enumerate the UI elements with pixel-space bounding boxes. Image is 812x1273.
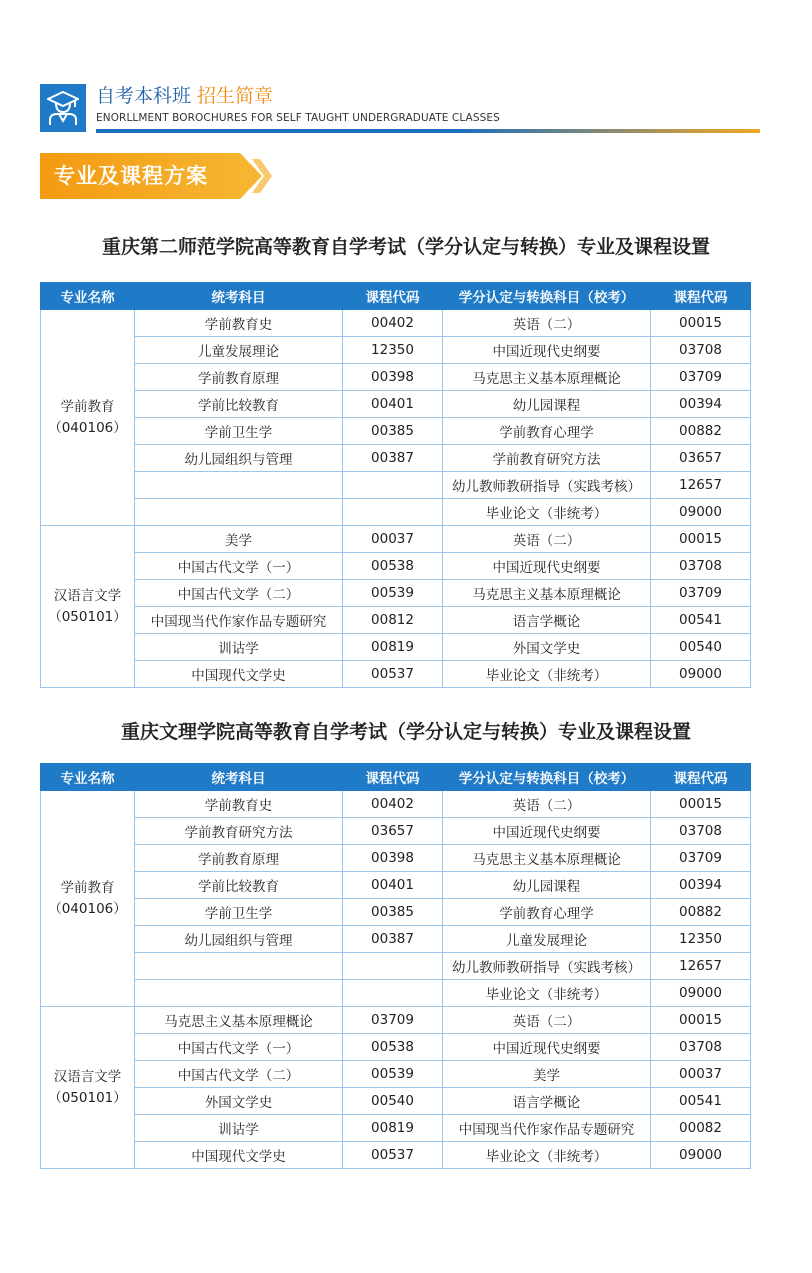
table-row (41, 1088, 751, 1115)
table-row (41, 872, 751, 899)
credit-subject-cell: 毕业论文（非统考） (443, 980, 651, 1007)
credit-subject-cell: 幼儿园课程 (443, 872, 651, 899)
credit-subject-cell: 语言学概论 (443, 607, 651, 634)
credit-code-cell: 03708 (651, 1034, 751, 1061)
unified-code-cell: 00387 (343, 926, 443, 953)
unified-code-cell: 00398 (343, 364, 443, 391)
unified-subject-cell: 学前教育研究方法 (135, 818, 343, 845)
course-table-2 (40, 763, 751, 1169)
brochure-subtitle-en: ENORLLMENT BOROCHURES FOR SELF TAUGHT UNDERGRADUATE CLASSES (96, 112, 500, 124)
table-row (41, 445, 751, 472)
course-table-1 (40, 282, 751, 688)
credit-code-cell: 00015 (651, 310, 751, 337)
unified-subject-cell: 训诂学 (135, 1115, 343, 1142)
table-row (41, 1007, 751, 1034)
credit-code-cell: 00082 (651, 1115, 751, 1142)
table-row (41, 580, 751, 607)
unified-code-cell: 00037 (343, 526, 443, 553)
unified-code-cell: 00398 (343, 845, 443, 872)
unified-code-cell: 00539 (343, 1061, 443, 1088)
credit-code-cell: 00541 (651, 607, 751, 634)
col-header-unified-subject: 统考科目 (135, 764, 343, 791)
major-cell (41, 1007, 135, 1169)
header-divider (96, 129, 760, 133)
unified-subject-cell: 学前卫生学 (135, 899, 343, 926)
logo (40, 84, 86, 132)
unified-code-cell (343, 472, 443, 499)
unified-code-cell: 00538 (343, 1034, 443, 1061)
unified-subject-cell: 中国现代文学史 (135, 1142, 343, 1169)
table-2-body (41, 791, 751, 1169)
unified-subject-cell: 学前比较教育 (135, 872, 343, 899)
credit-code-cell: 03708 (651, 818, 751, 845)
graduate-icon (47, 90, 79, 126)
unified-subject-cell: 中国现代文学史 (135, 661, 343, 688)
credit-subject-cell: 幼儿教师教研指导（实践考核） (443, 472, 651, 499)
table-row (41, 634, 751, 661)
unified-subject-cell: 中国现当代作家作品专题研究 (135, 607, 343, 634)
credit-subject-cell: 英语（二） (443, 791, 651, 818)
major-name: 汉语言文学 (53, 1068, 122, 1085)
unified-code-cell: 00819 (343, 634, 443, 661)
table-row (41, 364, 751, 391)
unified-subject-cell: 训诂学 (135, 634, 343, 661)
credit-subject-cell: 学前教育研究方法 (443, 445, 651, 472)
major-cell (41, 310, 135, 526)
major-code: （050101） (48, 1089, 127, 1106)
credit-subject-cell: 毕业论文（非统考） (443, 1142, 651, 1169)
credit-subject-cell: 中国现当代作家作品专题研究 (443, 1115, 651, 1142)
credit-code-cell: 12657 (651, 953, 751, 980)
table-row (41, 1142, 751, 1169)
credit-code-cell: 00015 (651, 526, 751, 553)
credit-subject-cell: 语言学概论 (443, 1088, 651, 1115)
unified-subject-cell: 学前教育原理 (135, 364, 343, 391)
table-2-title: 重庆文理学院高等教育自学考试（学分认定与转换）专业及课程设置 (120, 721, 691, 743)
table-row (41, 845, 751, 872)
table-row (41, 818, 751, 845)
col-header-course-code: 课程代码 (651, 283, 751, 310)
table-row (41, 310, 751, 337)
major-code: （040106） (48, 419, 127, 436)
credit-code-cell: 12350 (651, 926, 751, 953)
section-tag (40, 153, 272, 199)
brochure-title-main: 自考本科班 (96, 85, 192, 107)
credit-code-cell: 03709 (651, 364, 751, 391)
unified-subject-cell (135, 953, 343, 980)
credit-subject-cell: 外国文学史 (443, 634, 651, 661)
credit-code-cell: 00394 (651, 391, 751, 418)
unified-code-cell: 00387 (343, 445, 443, 472)
unified-code-cell: 00402 (343, 310, 443, 337)
col-header-credit-subject: 学分认定与转换科目（校考） (443, 283, 651, 310)
credit-subject-cell: 中国近现代史纲要 (443, 818, 651, 845)
unified-subject-cell: 学前教育史 (135, 791, 343, 818)
major-code: （040106） (48, 900, 127, 917)
col-header-course-code: 课程代码 (343, 764, 443, 791)
credit-code-cell: 00882 (651, 899, 751, 926)
unified-subject-cell: 学前教育史 (135, 310, 343, 337)
credit-subject-cell: 儿童发展理论 (443, 926, 651, 953)
table-row (41, 391, 751, 418)
credit-subject-cell: 马克思主义基本原理概论 (443, 364, 651, 391)
unified-subject-cell: 美学 (135, 526, 343, 553)
credit-subject-cell: 学前教育心理学 (443, 418, 651, 445)
credit-subject-cell: 中国近现代史纲要 (443, 1034, 651, 1061)
table-row (41, 953, 751, 980)
col-header-course-code: 课程代码 (651, 764, 751, 791)
table-row (41, 418, 751, 445)
major-name: 学前教育 (60, 398, 115, 415)
unified-code-cell: 00539 (343, 580, 443, 607)
credit-code-cell: 00394 (651, 872, 751, 899)
credit-subject-cell: 马克思主义基本原理概论 (443, 580, 651, 607)
unified-code-cell: 00402 (343, 791, 443, 818)
unified-subject-cell: 中国古代文学（一） (135, 1034, 343, 1061)
table-row (41, 553, 751, 580)
unified-subject-cell: 幼儿园组织与管理 (135, 926, 343, 953)
table-row (41, 1061, 751, 1088)
col-header-credit-subject: 学分认定与转换科目（校考） (443, 764, 651, 791)
unified-code-cell: 12350 (343, 337, 443, 364)
unified-code-cell: 00538 (343, 553, 443, 580)
unified-subject-cell: 中国古代文学（二） (135, 1061, 343, 1088)
brochure-title-accent: 招生简章 (197, 85, 274, 107)
credit-code-cell: 00882 (651, 418, 751, 445)
col-header-course-code: 课程代码 (343, 283, 443, 310)
unified-code-cell (343, 980, 443, 1007)
unified-code-cell: 00537 (343, 661, 443, 688)
credit-code-cell: 09000 (651, 661, 751, 688)
unified-subject-cell (135, 980, 343, 1007)
unified-subject-cell (135, 472, 343, 499)
credit-code-cell: 09000 (651, 1142, 751, 1169)
col-header-unified-subject: 统考科目 (135, 283, 343, 310)
credit-subject-cell: 美学 (443, 1061, 651, 1088)
credit-code-cell: 00015 (651, 1007, 751, 1034)
unified-subject-cell: 学前教育原理 (135, 845, 343, 872)
unified-code-cell: 00401 (343, 391, 443, 418)
credit-code-cell: 03708 (651, 337, 751, 364)
table-row (41, 607, 751, 634)
credit-subject-cell: 幼儿教师教研指导（实践考核） (443, 953, 651, 980)
unified-subject-cell: 马克思主义基本原理概论 (135, 1007, 343, 1034)
unified-subject-cell (135, 499, 343, 526)
brochure-title (96, 84, 273, 108)
table-row (41, 661, 751, 688)
table-row (41, 1115, 751, 1142)
table-row (41, 926, 751, 953)
unified-code-cell: 00537 (343, 1142, 443, 1169)
brochure-header (40, 84, 760, 134)
credit-subject-cell: 幼儿园课程 (443, 391, 651, 418)
unified-code-cell: 00401 (343, 872, 443, 899)
unified-code-cell: 00819 (343, 1115, 443, 1142)
credit-code-cell: 00015 (651, 791, 751, 818)
credit-code-cell: 00541 (651, 1088, 751, 1115)
major-name: 学前教育 (60, 879, 115, 896)
unified-code-cell: 03709 (343, 1007, 443, 1034)
unified-code-cell (343, 953, 443, 980)
section-tag-label: 专业及课程方案 (54, 164, 208, 188)
table-1-body (41, 310, 751, 688)
unified-code-cell: 00385 (343, 418, 443, 445)
table-row (41, 899, 751, 926)
credit-subject-cell: 中国近现代史纲要 (443, 553, 651, 580)
table-row (41, 499, 751, 526)
credit-code-cell: 03657 (651, 445, 751, 472)
unified-subject-cell: 中国古代文学（二） (135, 580, 343, 607)
unified-subject-cell: 中国古代文学（一） (135, 553, 343, 580)
unified-subject-cell: 幼儿园组织与管理 (135, 445, 343, 472)
major-code: （050101） (48, 608, 127, 625)
unified-subject-cell: 外国文学史 (135, 1088, 343, 1115)
credit-code-cell: 03709 (651, 580, 751, 607)
table-1-title: 重庆第二师范学院高等教育自学考试（学分认定与转换）专业及课程设置 (101, 236, 710, 258)
credit-subject-cell: 毕业论文（非统考） (443, 499, 651, 526)
major-name: 汉语言文学 (53, 587, 122, 604)
table-row (41, 980, 751, 1007)
major-cell (41, 526, 135, 688)
col-header-major: 专业名称 (41, 283, 135, 310)
credit-code-cell: 12657 (651, 472, 751, 499)
table-row (41, 791, 751, 818)
credit-subject-cell: 毕业论文（非统考） (443, 661, 651, 688)
table-row (41, 337, 751, 364)
unified-code-cell: 00540 (343, 1088, 443, 1115)
credit-subject-cell: 英语（二） (443, 526, 651, 553)
table-row (41, 472, 751, 499)
unified-subject-cell: 学前卫生学 (135, 418, 343, 445)
credit-subject-cell: 马克思主义基本原理概论 (443, 845, 651, 872)
col-header-major: 专业名称 (41, 764, 135, 791)
credit-code-cell: 09000 (651, 980, 751, 1007)
credit-subject-cell: 英语（二） (443, 310, 651, 337)
unified-subject-cell: 儿童发展理论 (135, 337, 343, 364)
credit-code-cell: 03708 (651, 553, 751, 580)
unified-code-cell (343, 499, 443, 526)
credit-subject-cell: 中国近现代史纲要 (443, 337, 651, 364)
major-cell (41, 791, 135, 1007)
unified-code-cell: 03657 (343, 818, 443, 845)
unified-code-cell: 00812 (343, 607, 443, 634)
table-row (41, 1034, 751, 1061)
unified-subject-cell: 学前比较教育 (135, 391, 343, 418)
credit-code-cell: 00540 (651, 634, 751, 661)
credit-subject-cell: 英语（二） (443, 1007, 651, 1034)
unified-code-cell: 00385 (343, 899, 443, 926)
table-row (41, 526, 751, 553)
credit-subject-cell: 学前教育心理学 (443, 899, 651, 926)
credit-code-cell: 09000 (651, 499, 751, 526)
credit-code-cell: 00037 (651, 1061, 751, 1088)
credit-code-cell: 03709 (651, 845, 751, 872)
